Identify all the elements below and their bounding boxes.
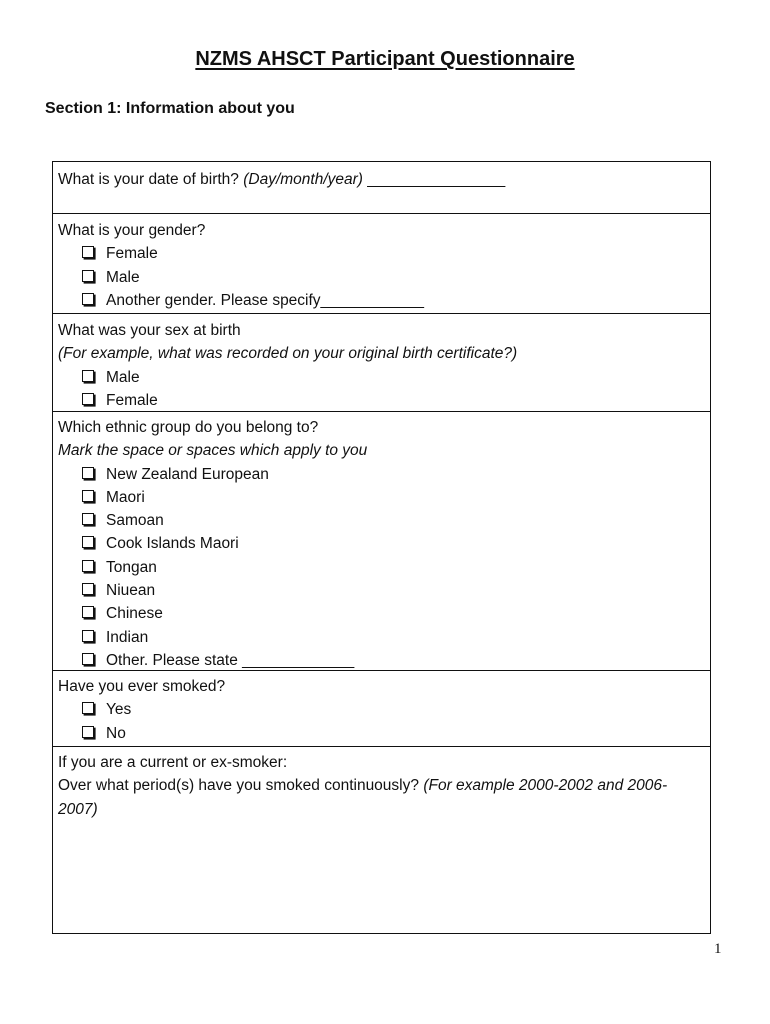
checkbox-icon[interactable]	[82, 513, 94, 525]
smoking-period-prompt: Over what period(s) have you smoked continuously?	[58, 777, 419, 795]
checkbox-icon[interactable]	[82, 490, 94, 502]
checkbox-icon[interactable]	[82, 606, 94, 618]
option-label: Male	[106, 268, 140, 286]
question-gender	[53, 214, 710, 314]
ethnicity-option-other[interactable]	[58, 649, 710, 672]
dob-answer-blank[interactable]: ________________	[367, 171, 506, 188]
sex-at-birth-prompt: What was your sex at birth	[58, 322, 241, 339]
gender-option-female[interactable]	[58, 242, 710, 265]
option-label: Tongan	[106, 558, 157, 576]
dob-prompt: What is your date of birth?	[58, 171, 239, 188]
option-label: Samoan	[106, 512, 164, 530]
sex-option-male[interactable]	[58, 366, 710, 389]
gender-option-another[interactable]	[58, 289, 710, 312]
ethnicity-option-maori[interactable]	[58, 486, 710, 509]
ethnicity-option-indian[interactable]	[58, 626, 710, 649]
checkbox-icon[interactable]	[82, 653, 94, 665]
option-label: Maori	[106, 488, 145, 506]
smoked-prompt: Have you ever smoked?	[58, 678, 226, 695]
checkbox-icon[interactable]	[82, 702, 94, 714]
smoking-period-intro: If you are a current or ex-smoker:	[58, 754, 288, 771]
question-ethnicity	[53, 412, 710, 671]
ethnicity-option-samoan[interactable]	[58, 509, 710, 532]
questionnaire-table	[52, 161, 711, 934]
smoking-period-hint: (For example 2000-2002 and 2006-	[423, 777, 668, 795]
option-label: New Zealand European	[106, 465, 269, 483]
checkbox-icon[interactable]	[82, 536, 94, 548]
checkbox-icon[interactable]	[82, 270, 94, 282]
section-heading: Section 1: Information about you	[45, 100, 295, 117]
checkbox-icon[interactable]	[82, 370, 94, 382]
smoked-option-yes[interactable]	[58, 698, 710, 721]
document-title: NZMS AHSCT Participant Questionnaire	[195, 48, 575, 70]
checkbox-icon[interactable]	[82, 393, 94, 405]
checkbox-icon[interactable]	[82, 583, 94, 595]
smoking-period-hint-continued: 2007)	[58, 800, 98, 818]
ethnicity-option-nz-european[interactable]	[58, 463, 710, 486]
ethnicity-option-tongan[interactable]	[58, 556, 710, 579]
page-number: 1	[714, 941, 722, 957]
gender-option-male[interactable]	[58, 266, 710, 289]
checkbox-icon[interactable]	[82, 560, 94, 572]
option-label: Male	[106, 368, 140, 386]
option-label: Other. Please state _____________	[106, 651, 355, 669]
option-label: Another gender. Please specify____________	[106, 291, 424, 309]
ethnicity-option-chinese[interactable]	[58, 602, 710, 625]
smoking-period-prompt-line	[58, 774, 710, 797]
ethnicity-prompt: Which ethnic group do you belong to?	[58, 419, 319, 436]
question-dob	[53, 162, 710, 214]
gender-prompt: What is your gender?	[58, 222, 206, 239]
option-label: Female	[106, 245, 158, 263]
ethnicity-option-niuean[interactable]	[58, 579, 710, 602]
checkbox-icon[interactable]	[82, 467, 94, 479]
ethnicity-option-cook-islands-maori[interactable]	[58, 532, 710, 555]
option-label: Indian	[106, 628, 149, 646]
question-smoked	[53, 671, 710, 747]
option-label: Chinese	[106, 605, 163, 623]
checkbox-icon[interactable]	[82, 293, 94, 305]
option-label: No	[106, 724, 126, 742]
option-label: Niuean	[106, 582, 156, 600]
question-sex-at-birth	[53, 314, 710, 412]
sex-at-birth-hint: (For example, what was recorded on your original birth certificate?)	[58, 345, 518, 363]
smoked-option-no[interactable]	[58, 722, 710, 745]
ethnicity-hint: Mark the space or spaces which apply to you	[58, 442, 368, 460]
option-label: Yes	[106, 701, 132, 719]
checkbox-icon[interactable]	[82, 246, 94, 258]
dob-format-hint: (Day/month/year)	[243, 171, 363, 188]
question-smoking-period[interactable]	[53, 747, 710, 933]
checkbox-icon[interactable]	[82, 630, 94, 642]
option-label: Cook Islands Maori	[106, 535, 239, 553]
option-label: Female	[106, 391, 158, 409]
checkbox-icon[interactable]	[82, 726, 94, 738]
sex-option-female[interactable]	[58, 389, 710, 412]
